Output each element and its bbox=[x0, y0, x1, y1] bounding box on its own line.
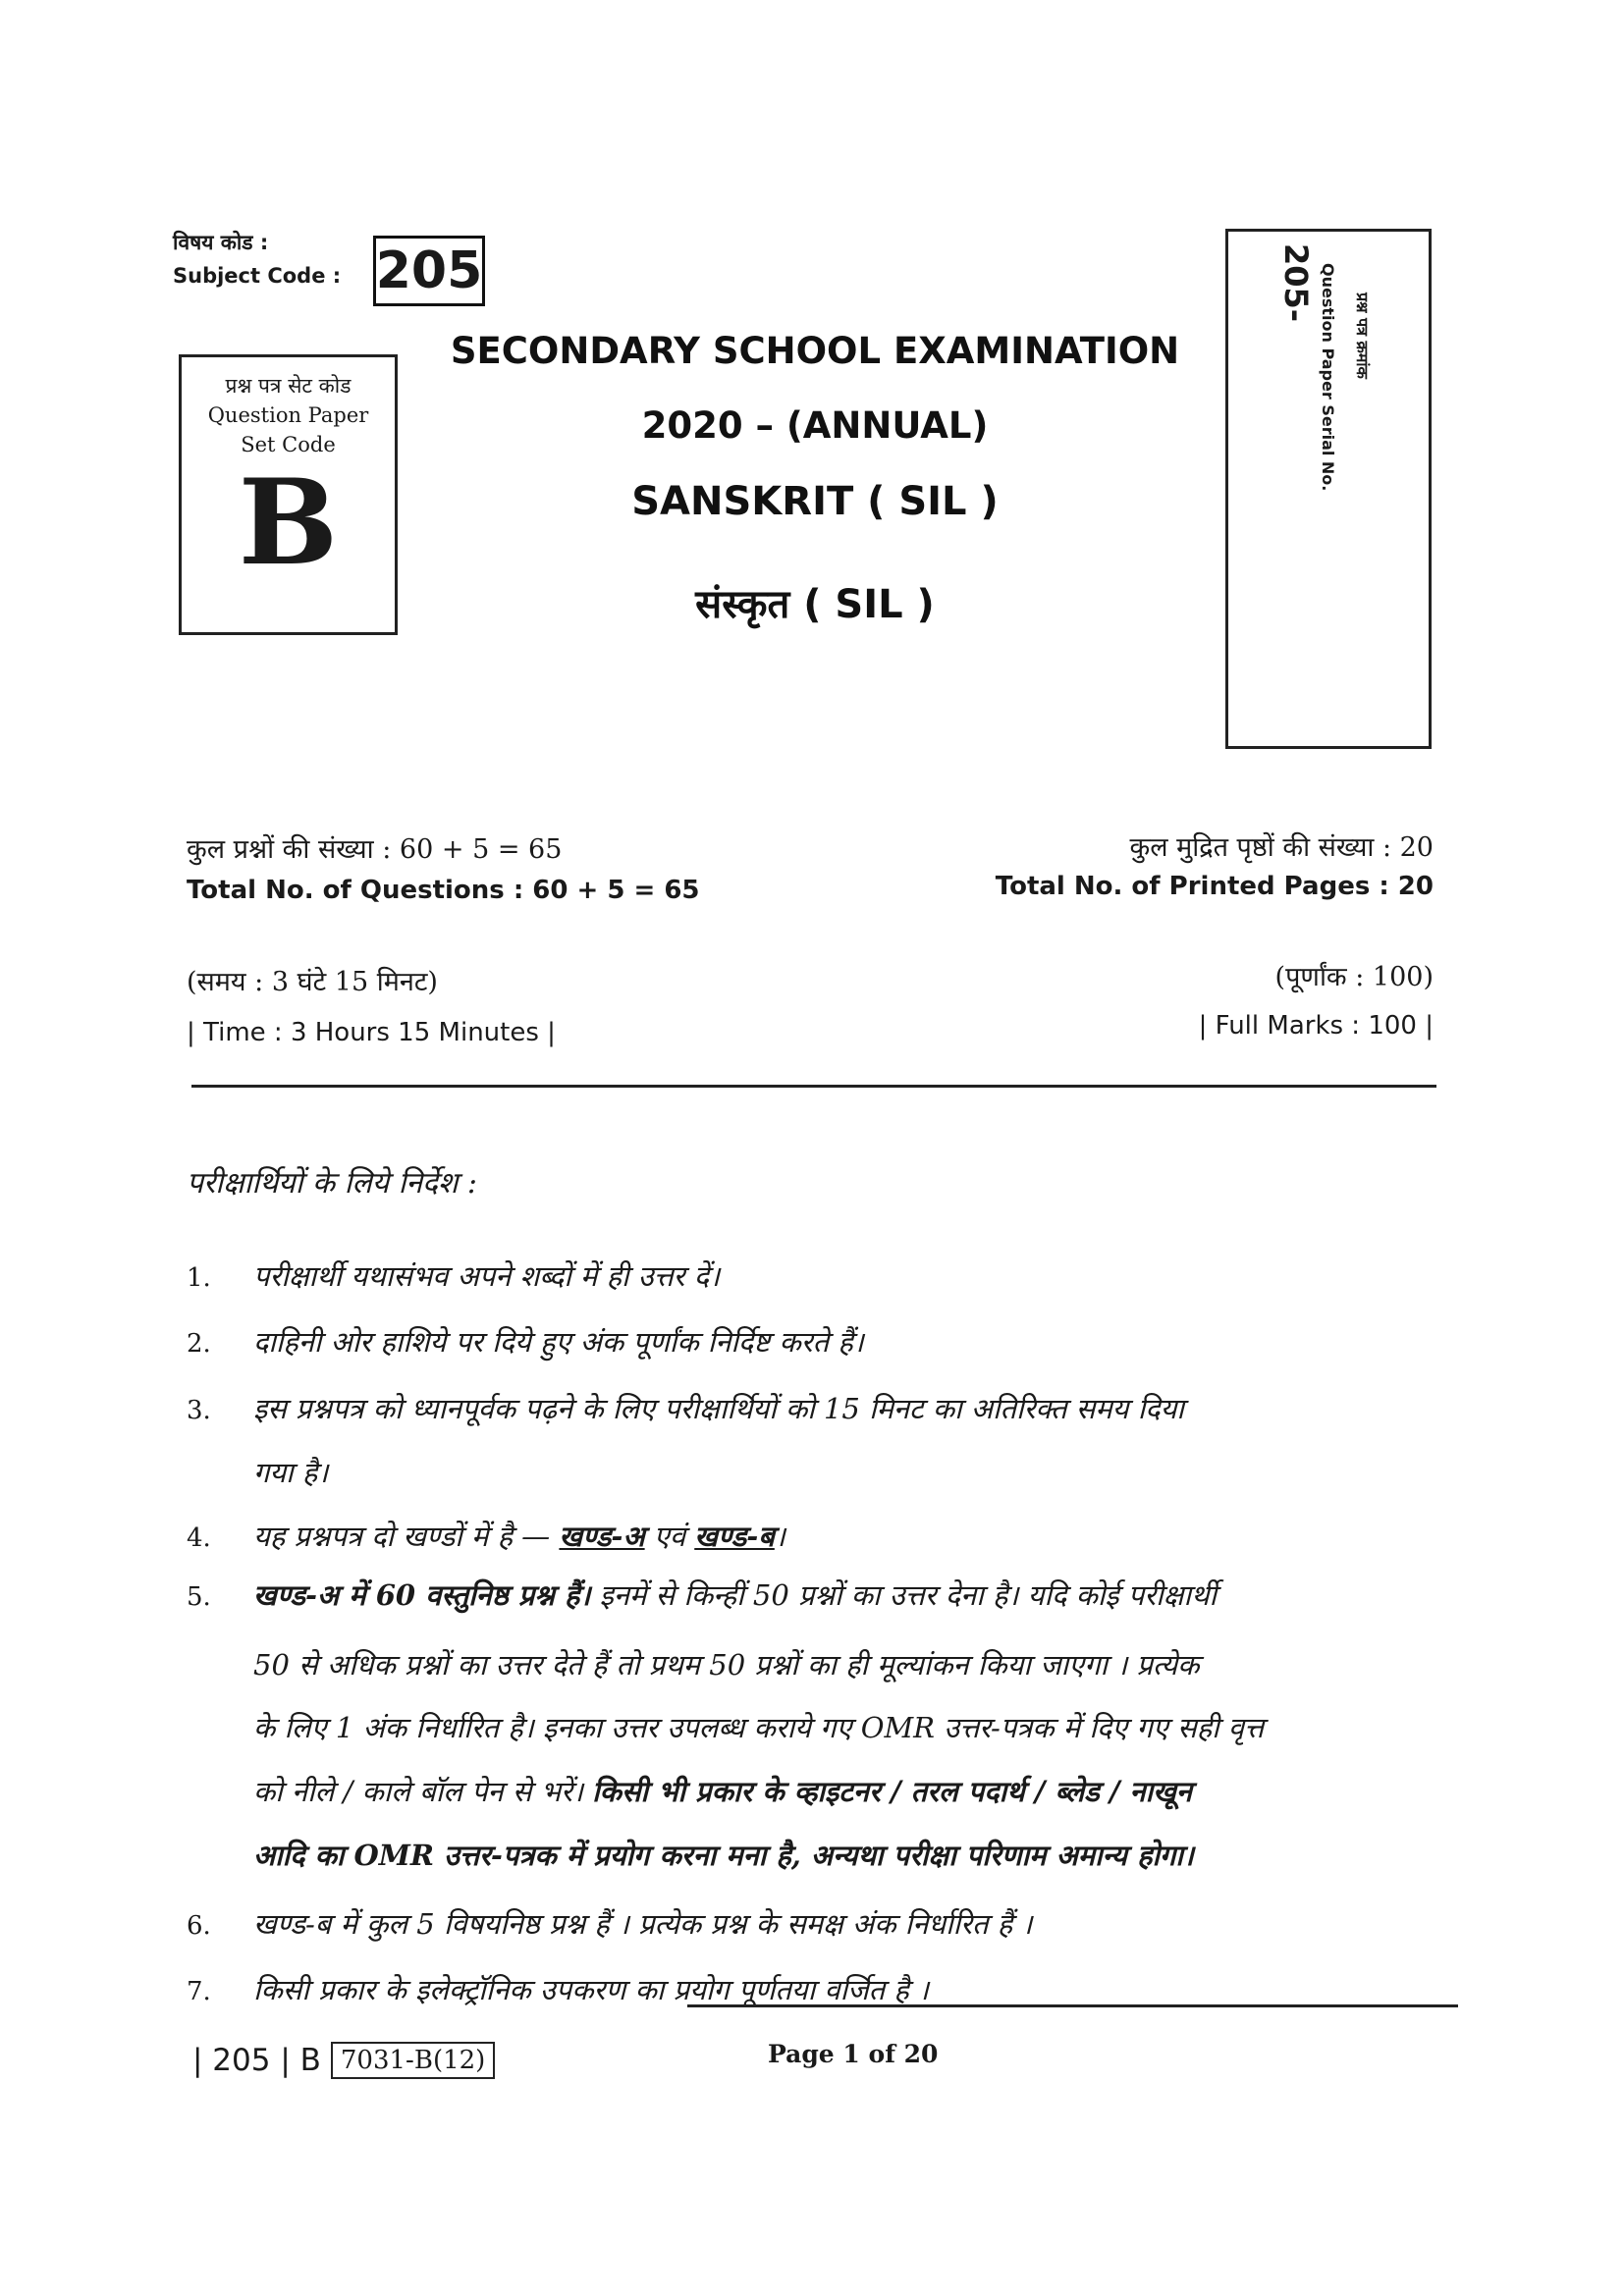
instruction-number: 2. bbox=[187, 1329, 211, 1359]
instruction-text: । bbox=[774, 1520, 785, 1553]
instruction-3 bbox=[187, 1389, 1453, 1427]
section-a-label: खण्ड-अ bbox=[559, 1520, 645, 1553]
instruction-text: गया है। bbox=[253, 1456, 329, 1489]
exam-title: SECONDARY SCHOOL EXAMINATION bbox=[450, 330, 1180, 372]
footer-paper-code: | 205 | B bbox=[192, 2043, 321, 2078]
total-pages-hi: कुल मुद्रित पृष्ठों की संख्या : 20 bbox=[1129, 832, 1434, 863]
instruction-number: 1. bbox=[187, 1263, 211, 1293]
set-code-label-en-2: Set Code bbox=[241, 433, 336, 456]
divider bbox=[687, 2004, 1458, 2007]
full-marks-hi: (पूर्णांक : 100) bbox=[1274, 962, 1434, 992]
instruction-text: परीक्षार्थी यथासंभव अपने शब्दों में ही उत्तर दें। bbox=[253, 1259, 721, 1293]
instruction-text: किसी प्रकार के इलेक्ट्रॉनिक उपकरण का प्रयोग पूर्णतया वर्जित है । bbox=[253, 1973, 929, 2006]
instruction-text: इस प्रश्नपत्र को ध्यानपूर्वक पढ़ने के लिए परीक्षार्थियों को 15 मिनट का अतिरिक्त समय दिया bbox=[253, 1392, 1184, 1425]
instruction-number: 3. bbox=[187, 1396, 211, 1425]
instruction-5-line-2 bbox=[187, 1645, 1453, 1683]
subject-code-label-en: Subject Code : bbox=[173, 264, 342, 288]
section-b-label: खण्ड-ब bbox=[694, 1520, 775, 1553]
total-questions-hi: कुल प्रश्नों की संख्या : 60 + 5 = 65 bbox=[187, 834, 563, 865]
subject-code-label bbox=[173, 226, 341, 293]
instruction-text: खण्ड-ब में कुल 5 विषयनिष्ठ प्रश्न हैं । प्रत्येक प्रश्न के समक्ष अंक निर्धारित हैं । bbox=[253, 1907, 1033, 1941]
set-code-letter: B bbox=[238, 454, 339, 592]
instruction-number: 6. bbox=[187, 1911, 211, 1941]
time-hi: (समय : 3 घंटे 15 मिनट) bbox=[187, 967, 438, 997]
instruction-text-bold: किसी भी प्रकार के व्हाइटनर / तरल पदार्थ / ब्लेड / नाखून bbox=[592, 1775, 1192, 1808]
instruction-text: को नीले / काले बॉल पेन से भरें। bbox=[253, 1775, 593, 1808]
instruction-5-line-4 bbox=[187, 1772, 1453, 1810]
instruction-number: 7. bbox=[187, 1977, 211, 2006]
set-code-box bbox=[179, 354, 398, 635]
time-en: | Time : 3 Hours 15 Minutes | bbox=[187, 1018, 556, 1047]
instruction-6 bbox=[187, 1904, 1453, 1943]
divider bbox=[191, 1085, 1436, 1088]
footer-code bbox=[192, 2042, 495, 2079]
full-marks-en: | Full Marks : 100 | bbox=[1198, 1011, 1434, 1041]
instruction-2 bbox=[187, 1322, 1453, 1361]
instruction-5-line-5 bbox=[187, 1836, 1453, 1874]
footer-serial-box: 7031-B(12) bbox=[331, 2042, 495, 2079]
instruction-text-bold: खण्ड-अ में 60 वस्तुनिष्ठ प्रश्न हैं। bbox=[253, 1578, 591, 1612]
total-pages-en: Total No. of Printed Pages : 20 bbox=[995, 872, 1434, 901]
instruction-number: 5. bbox=[187, 1582, 211, 1612]
exam-year: 2020 – (ANNUAL) bbox=[641, 404, 989, 447]
instruction-text: 50 से अधिक प्रश्नों का उत्तर देते हैं तो प्रथम 50 प्रश्नों का ही मूल्यांकन किया जाएगा । प्रत्येक bbox=[253, 1648, 1200, 1682]
instruction-text: दाहिनी ओर हाशिये पर दिये हुए अंक पूर्णांक निर्दिष्ट करते हैं। bbox=[253, 1325, 864, 1359]
instruction-7 bbox=[187, 1970, 1453, 2008]
instruction-text: इनमें से किन्हीं 50 प्रश्नों का उत्तर देना है। यदि कोई परीक्षार्थी bbox=[590, 1578, 1217, 1612]
instruction-4 bbox=[187, 1517, 1453, 1555]
serial-number-labels bbox=[1277, 243, 1372, 734]
instruction-text-bold: आदि का OMR उत्तर-पत्रक में प्रयोग करना मना है, अन्यथा परीक्षा परिणाम अमान्य होगा। bbox=[253, 1839, 1194, 1872]
instruction-number: 4. bbox=[187, 1523, 211, 1553]
instructions-heading: परीक्षार्थियों के लिये निर्देश : bbox=[187, 1166, 478, 1201]
set-code-label-hi: प्रश्न पत्र सेट कोड bbox=[225, 374, 352, 398]
page-number: Page 1 of 20 bbox=[768, 2040, 939, 2068]
serial-code: 205- bbox=[1277, 243, 1315, 323]
instruction-text: यह प्रश्नपत्र दो खण्डों में है — bbox=[253, 1520, 560, 1553]
serial-label-en: Question Paper Serial No. bbox=[1319, 263, 1337, 492]
instruction-text: एवं bbox=[644, 1520, 695, 1553]
instruction-3-continued bbox=[187, 1453, 1453, 1491]
instruction-5-line-3 bbox=[187, 1708, 1453, 1746]
serial-number-box bbox=[1225, 229, 1432, 749]
instruction-text: के लिए 1 अंक निर्धारित है। इनका उत्तर उपलब्ध कराये गए OMR उत्तर-पत्रक में दिए गए सही वृत्त bbox=[253, 1711, 1264, 1744]
instruction-1 bbox=[187, 1256, 1453, 1295]
subject-title-en: SANSKRIT ( SIL ) bbox=[631, 479, 999, 524]
subject-title-hi: संस्कृत ( SIL ) bbox=[695, 582, 935, 627]
total-questions-en: Total No. of Questions : 60 + 5 = 65 bbox=[187, 876, 700, 905]
subject-code-label-hi: विषय कोड : bbox=[173, 231, 269, 254]
subject-code-box: 205 bbox=[373, 236, 485, 306]
set-code-label-en-1: Question Paper bbox=[207, 403, 369, 427]
serial-label-hi: प्रश्न पत्र क्रमांक bbox=[1353, 293, 1372, 379]
instruction-5 bbox=[187, 1575, 1453, 1614]
